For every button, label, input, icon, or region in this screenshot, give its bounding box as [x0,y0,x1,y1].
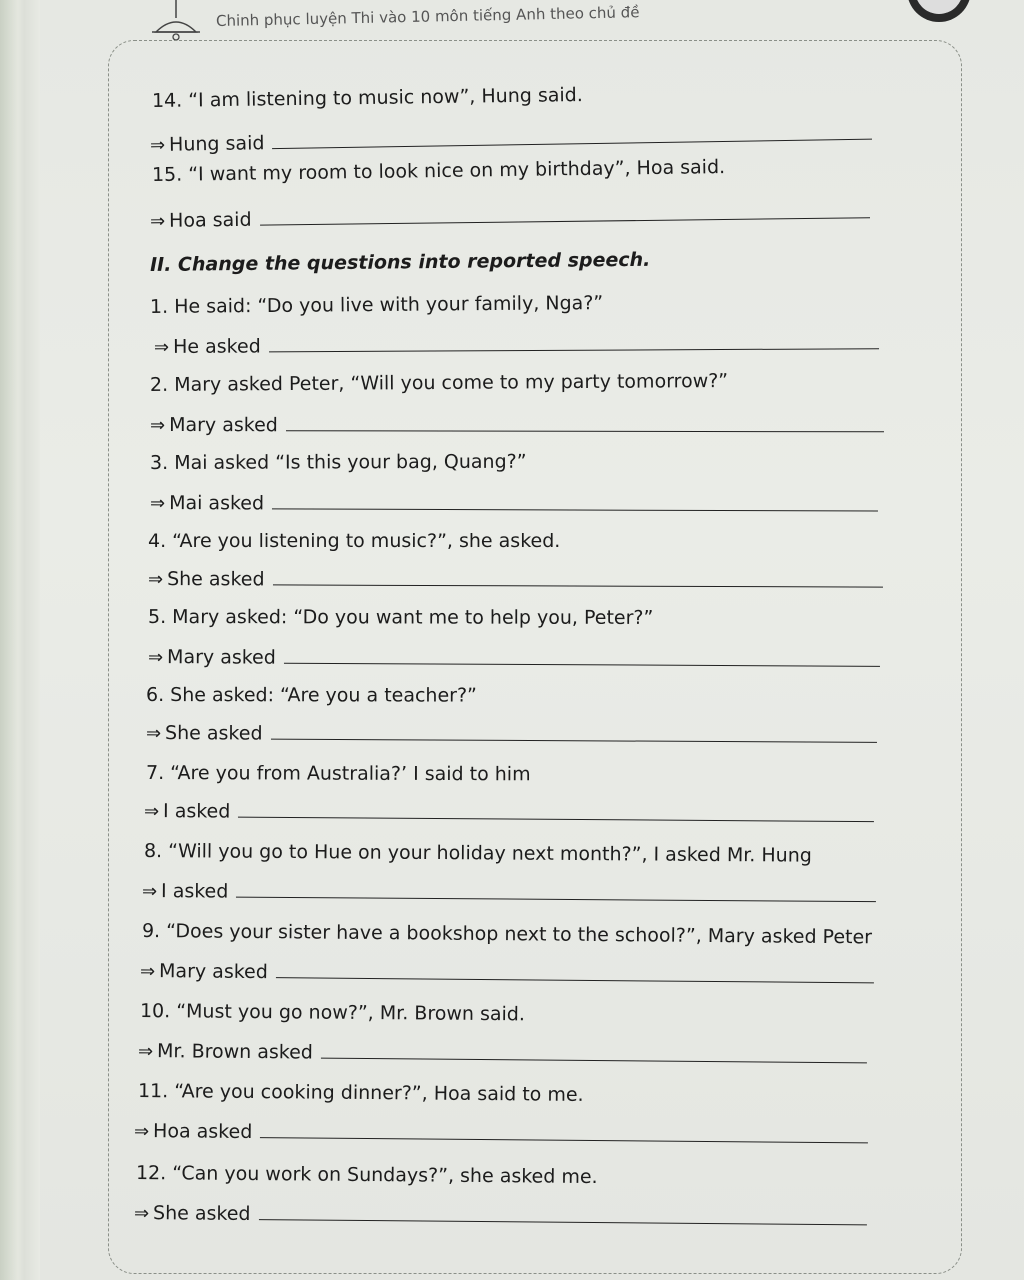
answer-prompt: Hung said [168,132,265,156]
arrow-icon: ⇒ [147,647,164,669]
question-text: 2. Mary asked Peter, “Will you come to my party tomorrow?” [149,369,729,396]
answer-prompt: He asked [173,335,261,358]
answer-blank[interactable] [321,1057,867,1064]
arrow-icon: ⇒ [137,1041,154,1063]
question-text: 11. “Are you cooking dinner?”, Hoa said to me. [137,1080,584,1106]
question-text: 8. “Will you go to Hue on your holiday next month?”, I asked Mr. Hung [143,840,812,867]
answer-blank[interactable] [258,1218,866,1225]
arrow-icon: ⇒ [149,210,166,232]
answer-blank[interactable] [273,138,873,149]
answer-blank[interactable] [236,896,876,902]
answer-blank[interactable] [271,738,877,743]
question-text: 6. She asked: “Are you a teacher?” [145,684,477,707]
arrow-icon: ⇒ [143,801,160,823]
arrow-icon: ⇒ [147,569,164,591]
answer-blank[interactable] [269,347,879,352]
question-text: 7. “Are you from Australia?’ I said to him [145,762,531,786]
question-text: 3. Mai asked “Is this your bag, Quang?” [149,450,527,474]
answer-row [150,201,870,232]
question-text: 15. “I want my room to look nice on my birthday”, Hoa said. [151,155,726,186]
answer-prompt: Mary asked [158,960,268,984]
answer-row [144,800,874,827]
arrow-icon: ⇒ [133,1203,150,1225]
arrow-icon: ⇒ [141,881,158,903]
answer-prompt: Hoa asked [152,1120,253,1144]
answer-row [150,492,878,517]
answer-blank[interactable] [272,507,878,511]
answer-prompt: Mary asked [169,414,278,437]
question-text: 12. “Can you work on Sundays?”, she asked me. [135,1162,598,1189]
answer-blank[interactable] [284,662,880,667]
answer-row [150,414,884,437]
answer-row [142,880,876,907]
answer-row [140,960,874,988]
answer-blank[interactable] [260,1136,868,1143]
answer-prompt: I asked [161,880,229,903]
answer-blank[interactable] [260,216,870,225]
arrow-icon: ⇒ [149,134,166,156]
arrow-icon: ⇒ [145,723,162,745]
answer-prompt: Mr. Brown asked [156,1040,314,1064]
answer-blank[interactable] [286,429,884,432]
header-title: Chinh phục luyện Thi vào 10 môn tiếng Anh theo chủ đề [215,3,640,30]
answer-prompt: She asked [167,568,265,591]
arrow-icon: ⇒ [149,493,166,515]
arrow-icon: ⇒ [149,415,166,437]
arrow-icon: ⇒ [133,1121,150,1143]
answer-row [154,332,879,358]
arrow-icon: ⇒ [153,336,170,358]
answer-blank[interactable] [273,583,883,587]
answer-row [138,1040,867,1068]
answer-prompt: Hoa said [168,208,252,232]
answer-row [146,722,877,748]
answer-row [148,646,880,672]
answer-prompt: Mary asked [167,646,276,669]
answer-prompt: She asked [152,1202,251,1226]
answer-row [148,568,883,593]
question-text: 4. “Are you listening to music?”, she asked. [148,530,561,552]
arrow-icon: ⇒ [139,961,156,983]
question-text: 10. “Must you go now?”, Mr. Brown said. [139,1000,526,1026]
section-title: II. Change the questions into reported speech. [149,248,651,276]
answer-blank[interactable] [238,816,874,822]
answer-row [150,123,873,156]
answer-blank[interactable] [276,976,874,983]
answer-row [134,1202,867,1230]
question-text: 5. Mary asked: “Do you want me to help you, Peter?” [147,606,654,629]
answer-prompt: Mai asked [169,492,265,515]
answer-prompt: She asked [165,722,263,745]
answer-row [134,1120,868,1148]
question-text: 1. He said: “Do you live with your family, Nga?” [149,292,604,318]
answer-prompt: I asked [163,800,231,823]
question-text: 14. “I am listening to music now”, Hung said. [151,83,583,112]
question-text: 9. “Does your sister have a bookshop next to the school?”, Mary asked Peter [141,920,873,949]
